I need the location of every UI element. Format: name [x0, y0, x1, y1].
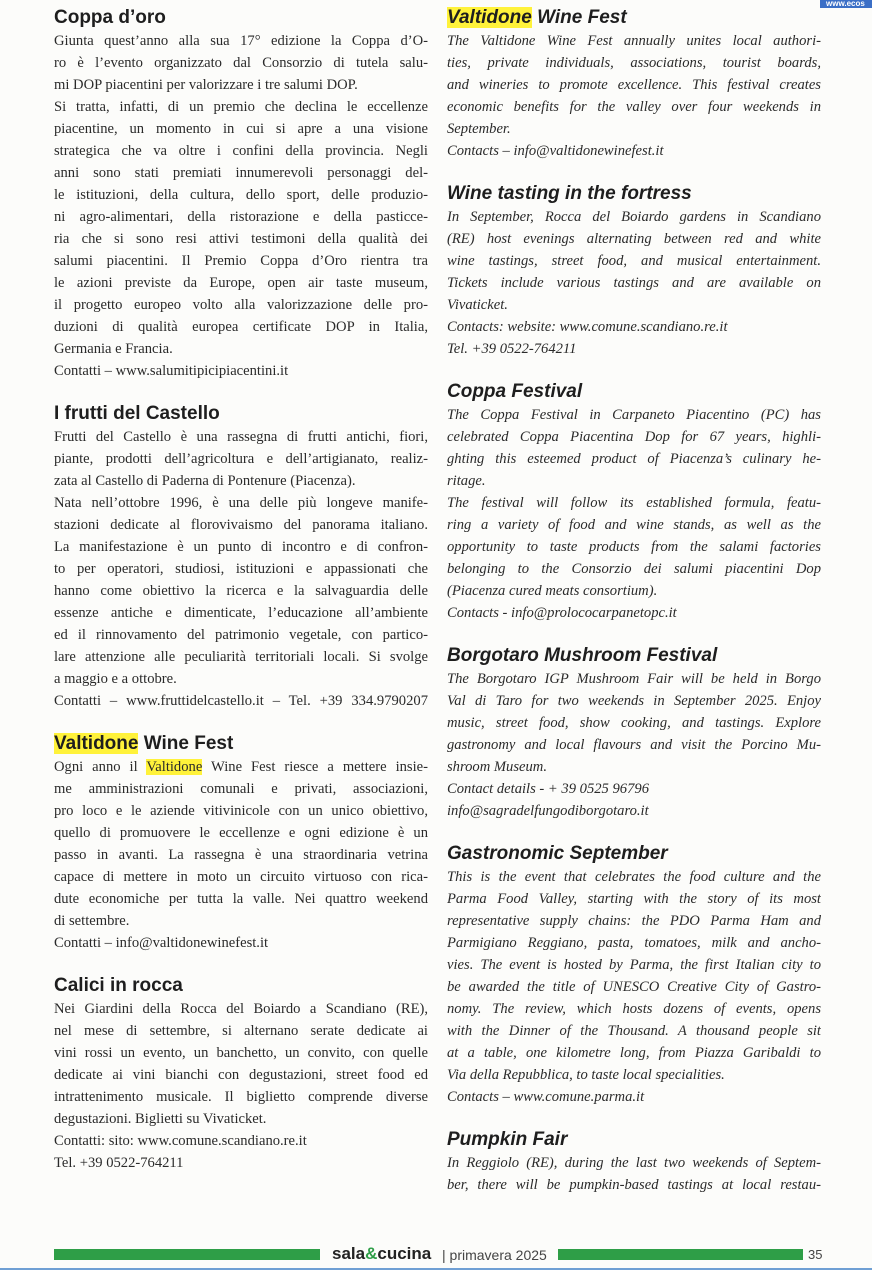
text-line: me amministrazioni comunali e privati, associazioni, — [54, 781, 428, 797]
section-heading: Valtidone Wine Fest — [447, 7, 627, 28]
text-line: dute economiche per tutta la valle. Nei quattro weekend — [54, 891, 428, 907]
text-line: Parmigiano Reggiano, pasta, tomatoes, milk and ancho- — [447, 935, 821, 951]
text-line: ria che si sono resi attivi testimoni della qualità dei — [54, 231, 428, 247]
article-section — [447, 6, 821, 162]
article-section — [54, 732, 428, 954]
text-line: celebrated Coppa Piacentina Dop for 67 years, highli- — [447, 429, 821, 445]
section-heading: Valtidone Wine Fest — [54, 733, 234, 754]
text-line: The Coppa Festival in Carpaneto Piacentino (PC) has — [447, 407, 821, 423]
text-line: ed il rinnovamento del patrimonio vegetale, con partico- — [54, 627, 428, 643]
text-line: (Piacenza cured meats consortium). — [447, 583, 658, 599]
issue-label: | primavera 2025 — [442, 1247, 547, 1263]
text-line: The Borgotaro IGP Mushroom Fair will be held in Borgo — [447, 671, 821, 687]
section-heading: Calici in rocca — [54, 975, 183, 996]
website-tag: www.ecos — [820, 0, 872, 8]
article-section — [54, 6, 428, 382]
text-line: nomy. The review, which hosts dozens of events, opens — [447, 1001, 821, 1017]
text-line: Nata nell’ottobre 1996, è una delle più longeve manife- — [54, 495, 428, 511]
text-line: Contact details - + 39 0525 96796 — [447, 781, 649, 797]
text-line: Frutti del Castello è una rassegna di frutti antichi, fiori, — [54, 429, 428, 445]
text-line: Contacts – www.comune.parma.it — [447, 1089, 645, 1105]
text-line: Contatti – www.salumitipicipiacentini.it — [54, 363, 289, 379]
highlighted-word: Valtidone — [447, 7, 532, 28]
left-column — [54, 6, 428, 1194]
section-heading: I frutti del Castello — [54, 403, 220, 424]
logo-ampersand: & — [365, 1244, 378, 1263]
text-line: gastronomy and local flavours and visit the Porcino Mu- — [447, 737, 821, 753]
footer-bar-left — [54, 1249, 320, 1260]
page-number: 35 — [808, 1247, 823, 1262]
section-heading: Pumpkin Fair — [447, 1129, 568, 1150]
text-line: Tel. +39 0522-764211 — [447, 341, 577, 357]
text-line: Contatti – www.fruttidelcastello.it – Tel. +39 334.9790207 — [54, 693, 428, 709]
text-line: salumi piacentini. Il Premio Coppa d’Oro rientra tra — [54, 253, 428, 269]
text-line: dedicate ai vini bianchi con degustazioni, street food ed — [54, 1067, 428, 1083]
text-line: capace di mettere in moto un circuito virtuoso con rica- — [54, 869, 428, 885]
text-line: Via della Repubblica, to taste local specialities. — [447, 1067, 725, 1083]
text-line: duzioni di qualità europea certificate DOP in Italia, — [54, 319, 428, 335]
section-heading: Coppa Festival — [447, 381, 583, 402]
text-line: intrattenimento musicale. Il biglietto comprende diverse — [54, 1089, 428, 1105]
text-line: Nei Giardini della Rocca del Boiardo a Scandiano (RE), — [54, 1001, 428, 1017]
text-line: The festival will follow its established formula, featu- — [447, 495, 821, 511]
text-line: September. — [447, 121, 511, 137]
text-line: hanno come obiettivo la ricerca e la salvaguardia delle — [54, 583, 428, 599]
text-line: Tel. +39 0522-764211 — [54, 1155, 184, 1171]
text-line: stazioni dedicate al florovivaismo del panorama italiano. — [54, 517, 428, 533]
section-heading: Borgotaro Mushroom Festival — [447, 645, 718, 666]
text-line: representative supply chains: the PDO Parma Ham and — [447, 913, 821, 929]
text-line: piacentine, un momento in cui si apre a una visione — [54, 121, 428, 137]
text-line: This is the event that celebrates the food culture and the — [447, 869, 821, 885]
article-section — [447, 644, 821, 822]
text-line: mi DOP piacentini per valorizzare i tre salumi DOP. — [54, 77, 358, 93]
text-line: In Reggiolo (RE), during the last two weekends of Septem- — [447, 1155, 821, 1171]
text-line: ghting this esteemed product of Piacenza’s culinary he- — [447, 451, 821, 467]
text-line: Germania e Francia. — [54, 341, 173, 357]
text-line: to per operatori, studiosi, istituzioni e appassionati che — [54, 561, 428, 577]
right-column — [447, 6, 821, 1216]
footer-bar-right — [558, 1249, 803, 1260]
text-line: Tickets include various tastings and are available on — [447, 275, 821, 291]
text-line: strategica che va oltre i confini della provincia. Negli — [54, 143, 428, 159]
text-line: at a table, one kilometre long, from Piazza Garibaldi to — [447, 1045, 821, 1061]
text-line: Giunta quest’anno alla sua 17° edizione la Coppa d’O- — [54, 33, 428, 49]
text-line: Contacts – info@valtidonewinefest.it — [447, 143, 664, 159]
text-line: ni agro-alimentari, della ristorazione e della pasticce- — [54, 209, 428, 225]
text-line: degustazioni. Biglietti su Vivaticket. — [54, 1111, 267, 1127]
text-line: be awarded the title of UNESCO Creative City of Gastro- — [447, 979, 821, 995]
text-line: vies. The event is hosted by Parma, the first Italian city to — [447, 957, 821, 973]
text-line: piante, prodotti dell’agricoltura e dell’artigianato, realiz- — [54, 451, 428, 467]
text-line: pro loco e le aziende vitivinicole con un unico obiettivo, — [54, 803, 428, 819]
text-line: ro è l’evento organizzato dal Consorzio di tutela salu- — [54, 55, 428, 71]
text-line: il progetto europeo volto alla valorizzazione delle pro- — [54, 297, 428, 313]
page-footer — [0, 1244, 872, 1264]
text-line: ber, there will be pumpkin-based tastings at local restau- — [447, 1177, 821, 1193]
text-line: ritage. — [447, 473, 486, 489]
text-line: di settembre. — [54, 913, 130, 929]
logo-part: cucina — [377, 1244, 432, 1263]
text-line: (RE) host evenings alternating between red and white — [447, 231, 821, 247]
text-line: ring a variety of food and wine stands, as well as the — [447, 517, 821, 533]
text-line: passo in avanti. La rassegna è una straordinaria vetrina — [54, 847, 428, 863]
text-line: a maggio e a ottobre. — [54, 671, 177, 687]
magazine-logo — [332, 1244, 431, 1264]
text-line: le istituzioni, della cultura, dello sport, delle produzio- — [54, 187, 428, 203]
text-line: music, street food, show cooking, and tastings. Explore — [447, 715, 821, 731]
text-line: vini rossi un evento, un banchetto, un convito, con quelle — [54, 1045, 428, 1061]
text-line: wine tastings, street food, and musical entertainment. — [447, 253, 821, 269]
text-line: info@sagradelfungodiborgotaro.it — [447, 803, 649, 819]
text-line: zata al Castello di Paderna di Pontenure (Piacenza). — [54, 473, 356, 489]
text-line: ties, private individuals, associations, tourist boards, — [447, 55, 821, 71]
text-line: lare attenzione alle peculiarità territoriali locali. Si svolge — [54, 649, 428, 665]
logo-part: sala — [332, 1244, 366, 1263]
highlighted-word: Valtidone — [54, 733, 139, 754]
text-line: Contatti – info@valtidonewinefest.it — [54, 935, 269, 951]
article-section — [447, 380, 821, 624]
text-line: Contatti: sito: www.comune.scandiano.re.it — [54, 1133, 307, 1149]
article-section — [54, 402, 428, 712]
text-line: essenze antiche e dimenticate, l’educazione all’ambiente — [54, 605, 428, 621]
text-line: with the Dinner of the Thousand. A thousand people sit — [447, 1023, 821, 1039]
text-line: le azioni previste da Europe, open air taste museum, — [54, 275, 428, 291]
text-line: quello di promuovere le eccellenze e ogni edizione è un — [54, 825, 428, 841]
section-heading: Coppa d’oro — [54, 7, 166, 28]
section-heading: Wine tasting in the fortress — [447, 183, 692, 204]
text-line: economic benefits for the valley over four weekends in — [447, 99, 821, 115]
text-line: La manifestazione è un punto di incontro e di confron- — [54, 539, 428, 555]
article-section — [447, 182, 821, 360]
section-heading: Gastronomic September — [447, 843, 668, 864]
text-line: shroom Museum. — [447, 759, 547, 775]
text-line: and wineries to promote excellence. This festival creates — [447, 77, 821, 93]
article-section — [447, 1128, 821, 1196]
text-line: belonging to the Consorzio dei salumi piacentini Dop — [447, 561, 821, 577]
text-line: Ogni anno il Valtidone Wine Fest riesce a mettere insie- — [54, 759, 428, 775]
text-line: Contacts - info@prolococarpanetopc.it — [447, 605, 677, 621]
text-line: opportunity to taste products from the salami factories — [447, 539, 821, 555]
article-section — [447, 842, 821, 1108]
text-line: anni sono stati premiati innumerevoli personaggi del- — [54, 165, 428, 181]
text-line: Si tratta, infatti, di un premio che declina le eccellenze — [54, 99, 428, 115]
text-line: nel mese di settembre, si alternano serate dedicate ai — [54, 1023, 428, 1039]
text-line: Contacts: website: www.comune.scandiano.re.it — [447, 319, 728, 335]
text-line: Parma Food Valley, starting with the story of its most — [447, 891, 821, 907]
text-line: Vivaticket. — [447, 297, 508, 313]
article-section — [54, 974, 428, 1174]
text-line: Val di Taro for two weekends in September 2025. Enjoy — [447, 693, 821, 709]
highlighted-word: Valtidone — [146, 759, 203, 775]
text-line: In September, Rocca del Boiardo gardens in Scandiano — [447, 209, 821, 225]
text-line: The Valtidone Wine Fest annually unites local authori- — [447, 33, 821, 49]
